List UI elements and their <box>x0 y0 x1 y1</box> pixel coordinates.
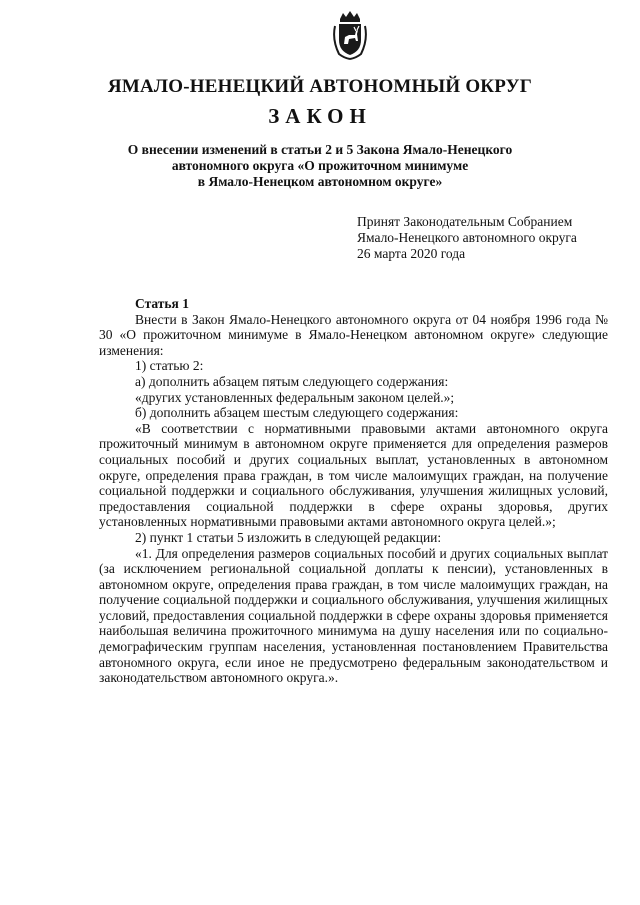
document-type: ЗАКОН <box>268 104 372 128</box>
law-title-line: автономного округа «О прожиточном минимуме <box>171 158 469 173</box>
article-heading: Статья 1 <box>135 296 189 311</box>
article-paragraph: «других установленных федеральным законом целей.»; <box>135 389 455 405</box>
adoption-line: Принят Законодательным Собранием <box>357 214 573 229</box>
article-paragraph: Внести в Закон Ямало-Ненецкого автономного округа от 04 ноября 1996 года № 30 «О прожиточном минимуме в Ямало-Ненецком автономном округе» следующие изменения: <box>99 311 608 358</box>
region-name: ЯМАЛО-НЕНЕЦКИЙ АВТОНОМНЫЙ ОКРУГ <box>107 76 533 97</box>
article-paragraph: «В соответствии с нормативными правовыми актами автономного округа прожиточный минимум в автономном округе применяется для определения размеров социальных пособий и других социальных выплат, установленных в автономном округе, определения права граждан, в том числе малоимущих граждан, на получение социальной поддержки и социального обслуживания, улучшения жилищных условий, предоставления социальной поддержки в сфере охраны здоровья, других установленных нормативными правовыми актами автономного округа целей.»; <box>99 420 608 530</box>
article-paragraph: б) дополнить абзацем шестым следующего содержания: <box>135 405 459 421</box>
adoption-line: Ямало-Ненецкого автономного округа <box>357 230 577 245</box>
adoption-note <box>357 214 577 262</box>
article-body <box>99 296 608 686</box>
article-paragraph: «1. Для определения размеров социальных пособий и других социальных выплат (за исключением региональной социальной доплаты к пенсии), установленных в автономном округе, определения права граждан, в том числе малоимущих граждан, на получение социальной поддержки и социального обслуживания, улучшения жилищных условий, предоставления социальной поддержки в сфере охраны здоровья применяется наибольшая величина прожиточного минимума на душу населения или по социально-демографическим группам населения, установленная постановлением Правительства автономного округа, если иное не предусмотрено федеральным законодательством и законодательством автономного округа.». <box>99 545 608 686</box>
article-paragraph: 1) статью 2: <box>135 358 204 374</box>
coat-of-arms-icon <box>331 10 369 60</box>
law-title <box>100 142 540 190</box>
article-paragraph: а) дополнить абзацем пятым следующего содержания: <box>135 373 449 389</box>
law-title-line: в Ямало-Ненецком автономном округе» <box>197 174 443 189</box>
article-paragraph: 2) пункт 1 статьи 5 изложить в следующей редакции: <box>135 529 442 545</box>
adoption-date: 26 марта 2020 года <box>357 246 466 261</box>
law-title-line: О внесении изменений в статьи 2 и 5 Закона Ямало-Ненецкого <box>127 142 513 157</box>
